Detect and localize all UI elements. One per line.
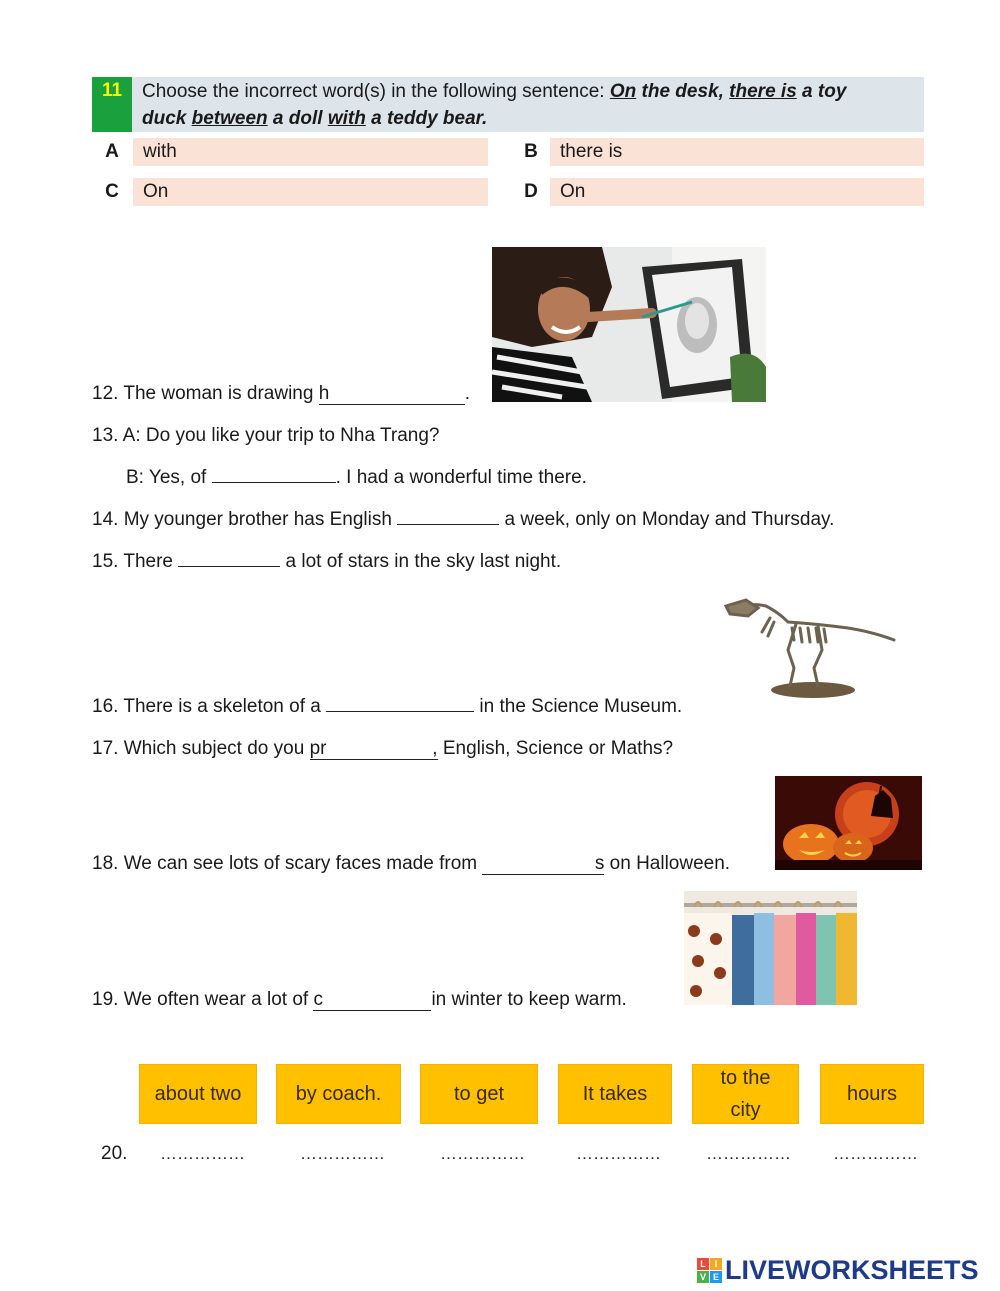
q12-hint: h <box>318 383 330 404</box>
q18-answer-blank[interactable] <box>482 854 604 875</box>
q12-answer-blank[interactable] <box>319 384 465 405</box>
liveworksheets-logo <box>697 1256 979 1284</box>
q12-end: . <box>464 383 470 404</box>
badge-letter: I <box>710 1258 722 1270</box>
dinosaur-skeleton-image <box>718 588 898 708</box>
question-12 <box>92 382 470 406</box>
sentence-word-between: between <box>191 108 268 129</box>
q18-hint: s <box>594 853 605 874</box>
question-13a: 13. A: Do you like your trip to Nha Trang? <box>92 425 440 446</box>
q14-answer-blank[interactable] <box>397 524 499 525</box>
question-13b <box>126 466 587 490</box>
word-tile-by-coach[interactable]: by coach. <box>276 1064 401 1124</box>
word-tile-it-takes[interactable]: It takes <box>558 1064 672 1124</box>
q12-text: 12. The woman is drawing <box>92 383 319 404</box>
q19-text: 19. We often wear a lot of <box>92 989 314 1010</box>
option-d[interactable]: On <box>550 178 924 206</box>
option-letter-c: C <box>105 181 119 202</box>
word-tile-to-get[interactable]: to get <box>420 1064 538 1124</box>
q15-end: a lot of stars in the sky last night. <box>280 551 562 572</box>
option-c[interactable]: On <box>133 178 488 206</box>
sentence-word-there-is: there is <box>729 81 797 102</box>
q15-answer-blank[interactable] <box>178 566 280 567</box>
clothes-rack-image <box>684 891 857 1005</box>
q13-text: B: Yes, of <box>126 467 212 488</box>
badge-letter: V <box>697 1271 709 1283</box>
sentence-word-with: with <box>327 108 366 129</box>
question-17 <box>92 737 673 761</box>
q13-answer-blank[interactable] <box>212 482 336 483</box>
q17-text: 17. Which subject do you <box>92 738 310 759</box>
question-16 <box>92 695 682 719</box>
question-18 <box>92 852 730 876</box>
word-tile-about-two[interactable]: about two <box>139 1064 257 1124</box>
answer-slot-4[interactable]: …………… <box>576 1144 661 1163</box>
q17-answer-blank[interactable] <box>310 739 438 760</box>
sentence-part: duck <box>142 108 192 129</box>
answer-slot-2[interactable]: …………… <box>300 1144 385 1163</box>
brand-name: LIVEWORKSHEETS <box>725 1254 979 1285</box>
sentence-word-on: On <box>609 81 637 102</box>
question-15 <box>92 550 561 574</box>
sentence-part: the desk, <box>636 81 730 102</box>
option-letter-d: D <box>524 181 538 202</box>
badge-letter: L <box>697 1258 709 1270</box>
q17-hint: pr <box>309 738 327 759</box>
halloween-pumpkins-image <box>775 776 922 870</box>
sentence-part: a doll <box>267 108 328 129</box>
question-19 <box>92 988 627 1012</box>
question-14 <box>92 508 834 532</box>
prompt-intro: Choose the incorrect word(s) in the following sentence: <box>142 81 610 102</box>
badge-letter: E <box>710 1271 722 1283</box>
option-letter-b: B <box>524 141 538 162</box>
option-b[interactable]: there is <box>550 138 924 166</box>
question-number-11: 11 <box>92 77 132 132</box>
option-a[interactable]: with <box>133 138 488 166</box>
q19-hint: c <box>313 989 323 1010</box>
q14-end: a week, only on Monday and Thursday. <box>499 509 835 530</box>
question-11-prompt <box>132 77 924 132</box>
q19-end: in winter to keep warm. <box>431 989 627 1010</box>
q13-end: . I had a wonderful time there. <box>335 467 587 488</box>
q14-text: 14. My younger brother has English <box>92 509 398 530</box>
q17-end: English, Science or Maths? <box>437 738 674 759</box>
q18-end: on Halloween. <box>604 853 731 874</box>
option-letter-a: A <box>105 141 119 162</box>
answer-slot-3[interactable]: …………… <box>440 1144 525 1163</box>
q18-text: 18. We can see lots of scary faces made from <box>92 853 483 874</box>
answer-slot-1[interactable]: …………… <box>160 1144 245 1163</box>
answer-slot-6[interactable]: …………… <box>833 1144 918 1163</box>
brand-badge <box>697 1258 722 1283</box>
q15-text: 15. There <box>92 551 179 572</box>
answer-slot-5[interactable]: …………… <box>706 1144 791 1163</box>
sentence-part: a teddy bear. <box>365 108 488 129</box>
question-20-number: 20. <box>101 1143 128 1164</box>
q17-comma: , <box>432 738 438 759</box>
word-tile-to-the-city[interactable]: to the city <box>692 1064 799 1124</box>
word-tile-hours[interactable]: hours <box>820 1064 924 1124</box>
q16-answer-blank[interactable] <box>326 711 474 712</box>
sentence-part: a toy <box>796 81 847 102</box>
woman-drawing-image <box>492 247 766 402</box>
q16-end: in the Science Museum. <box>474 696 683 717</box>
q19-answer-blank[interactable] <box>313 990 431 1011</box>
q16-text: 16. There is a skeleton of a <box>92 696 327 717</box>
